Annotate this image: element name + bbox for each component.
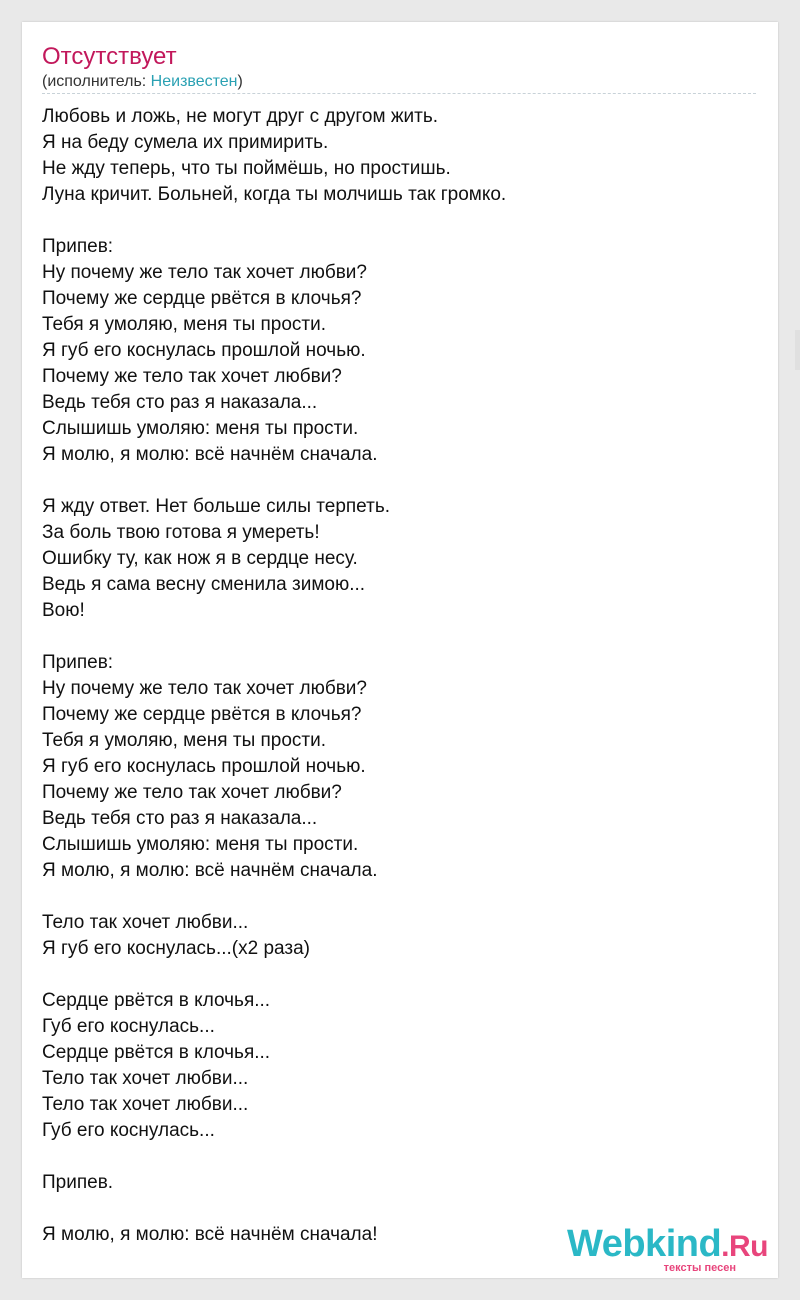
lyrics-blank-line (42, 468, 756, 494)
lyrics-blank-line (42, 1196, 756, 1222)
lyrics-line: Ошибку ту, как нож я в сердце несу. (42, 548, 358, 569)
lyrics-blank-line (42, 624, 756, 650)
lyrics-line: Любовь и ложь, не могут друг с другом жить. (42, 106, 439, 127)
lyrics-line: Я молю, я молю: всё начнём сначала! (42, 1224, 378, 1245)
lyrics-line: Губ его коснулась... (42, 1016, 215, 1037)
song-title: Отсутствует (42, 43, 177, 70)
lyrics-line: Ну почему же тело так хочет любви? (42, 262, 367, 283)
lyrics-line: Почему же сердце рвётся в клочья? (42, 288, 362, 309)
lyrics-line: Сердце рвётся в клочья... (42, 990, 271, 1011)
lyrics-line: Я молю, я молю: всё начнём сначала. (42, 860, 378, 881)
lyrics-line: Ну почему же тело так хочет любви? (42, 678, 367, 699)
lyrics-line: Вою! (42, 600, 85, 621)
watermark-logo (567, 1225, 768, 1266)
lyrics-line: Ведь тебя сто раз я наказала... (42, 392, 318, 413)
lyrics-line: Я молю, я молю: всё начнём сначала. (42, 444, 378, 465)
lyrics-line: Ведь тебя сто раз я наказала... (42, 808, 318, 829)
artist-link[interactable]: Неизвестен (150, 73, 238, 90)
lyrics-line: Почему же тело так хочет любви? (42, 366, 342, 387)
lyrics-line: Почему же сердце рвётся в клочья? (42, 704, 362, 725)
lyrics-blank-line (42, 208, 756, 234)
artist-suffix: ) (237, 73, 243, 90)
lyrics-card (22, 22, 778, 1278)
site-watermark (567, 1225, 768, 1274)
title-divider (42, 93, 756, 94)
lyrics-line: Губ его коснулась... (42, 1120, 215, 1141)
lyrics-line: Я жду ответ. Нет больше силы терпеть. (42, 496, 391, 517)
lyrics-line: Тебя я умоляю, меня ты прости. (42, 314, 327, 335)
scrollbar[interactable] (795, 330, 800, 370)
lyrics-line: Ведь я сама весну сменила зимою... (42, 574, 366, 595)
watermark-tagline: тексты песен (663, 1262, 736, 1274)
lyrics-line: Сердце рвётся в клочья... (42, 1042, 271, 1063)
lyrics-line: Слышишь умоляю: меня ты прости. (42, 418, 359, 439)
lyrics-line: Почему же тело так хочет любви? (42, 782, 342, 803)
lyrics-line: Я губ его коснулась прошлой ночью. (42, 756, 366, 777)
lyrics-line: Тебя я умоляю, меня ты прости. (42, 730, 327, 751)
lyrics-line: Припев: (42, 236, 114, 257)
lyrics-line: Не жду теперь, что ты поймёшь, но простишь. (42, 158, 451, 179)
watermark-brand: Webkind (567, 1223, 722, 1265)
watermark-tld: .Ru (721, 1230, 768, 1263)
lyrics-blank-line (42, 962, 756, 988)
artist-prefix: (исполнитель: (42, 73, 151, 90)
lyrics-line: Тело так хочет любви... (42, 1068, 249, 1089)
lyrics-line: Я губ его коснулась...(x2 раза) (42, 938, 310, 959)
lyrics-body (42, 104, 756, 1248)
lyrics-line: Тело так хочет любви... (42, 912, 249, 933)
lyrics-blank-line (42, 1144, 756, 1170)
lyrics-line: Припев: (42, 652, 114, 673)
artist-line (42, 72, 243, 92)
lyrics-line: Луна кричит. Больней, когда ты молчишь так громко. (42, 184, 507, 205)
lyrics-blank-line (42, 884, 756, 910)
lyrics-line: Слышишь умоляю: меня ты прости. (42, 834, 359, 855)
lyrics-line: Я губ его коснулась прошлой ночью. (42, 340, 366, 361)
lyrics-line: Я на беду сумела их примирить. (42, 132, 329, 153)
lyrics-line: Припев. (42, 1172, 114, 1193)
lyrics-line: Тело так хочет любви... (42, 1094, 249, 1115)
lyrics-line: За боль твою готова я умереть! (42, 522, 320, 543)
